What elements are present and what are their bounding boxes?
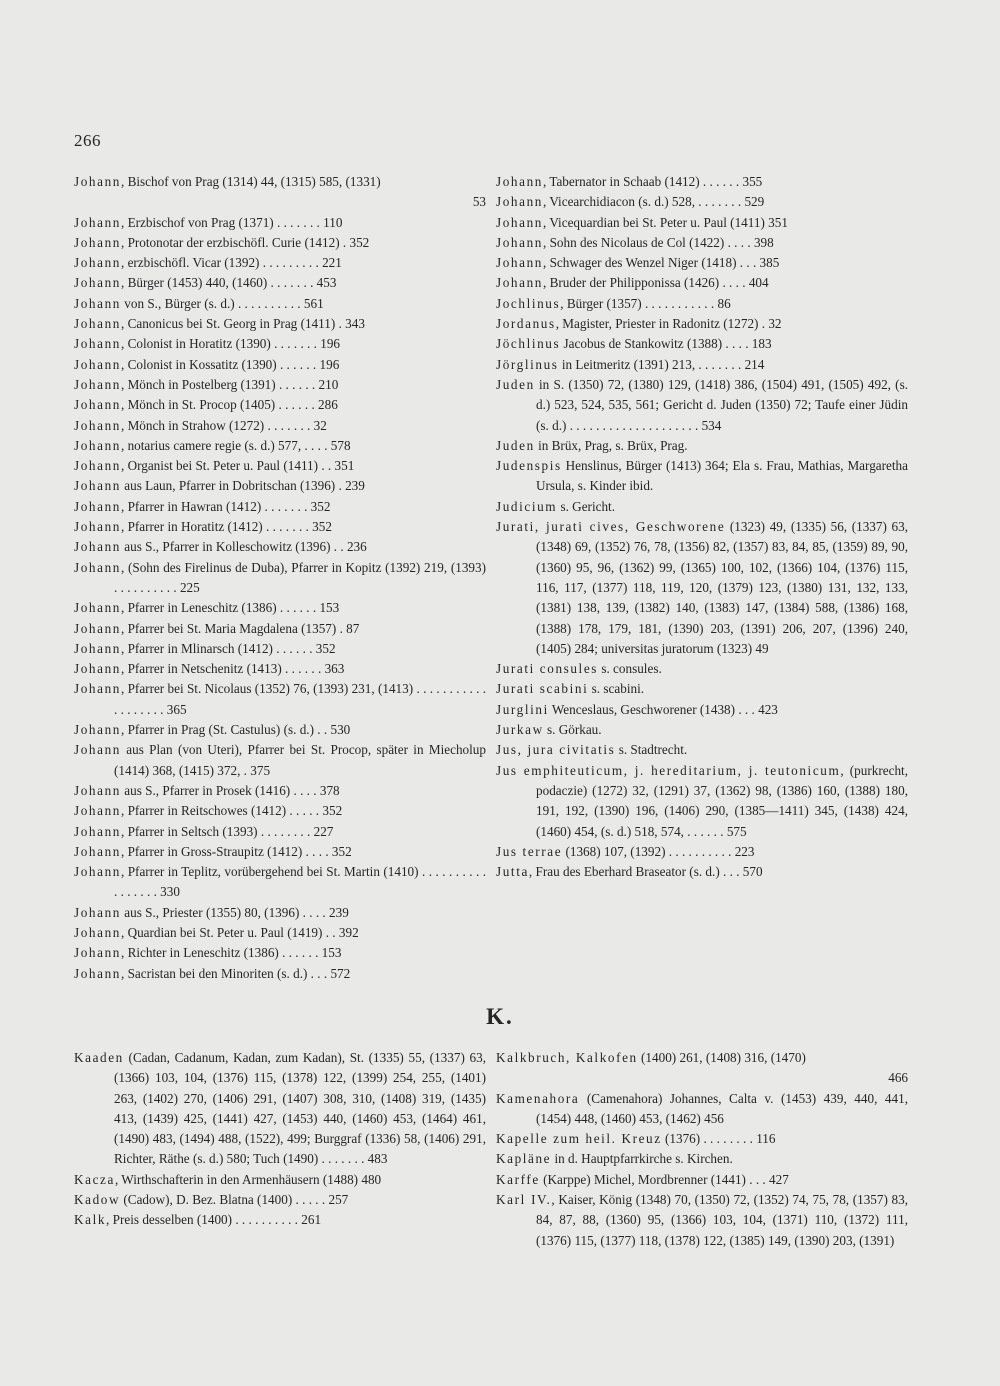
index-entry <box>496 273 908 293</box>
entry-headword: Jurati scabini <box>496 681 589 697</box>
entry-text: s. scabini. <box>588 681 645 697</box>
entry-headword: Johann <box>74 803 121 819</box>
entry-headword: Johann <box>496 275 543 291</box>
entry-headword: Kalkbruch, Kalkofen <box>496 1050 638 1065</box>
entry-headword: Kapläne <box>496 1151 552 1167</box>
entry-headword: Johann <box>496 214 543 230</box>
entry-headword: Jus emphiteuticum, j. hereditarium, j. teutonicum, <box>496 762 846 778</box>
index-entry <box>74 801 486 821</box>
entry-text: , Magister, Priester in Radonitz (1272) . 32 <box>555 316 782 332</box>
entry-text: , Wirthschafterin in den Armenhäusern (1488) 480 <box>114 1171 382 1187</box>
entry-headword: Kadow <box>74 1192 121 1208</box>
index-entry <box>496 740 908 760</box>
entry-headword: Johann <box>74 640 121 656</box>
index-left-column <box>74 172 486 984</box>
index-entry <box>496 1048 908 1089</box>
entry-headword: Jordanus <box>496 316 556 332</box>
entry-text: s. Stadtrecht. <box>615 742 688 758</box>
index-entry <box>74 375 486 395</box>
entry-headword: Jurkaw <box>496 722 544 738</box>
index-k-right-column <box>496 1048 908 1251</box>
entry-text: , Mönch in Postelberg (1391) . . . . . . 210 <box>120 376 339 392</box>
entry-headword: Juden <box>496 376 535 392</box>
index-entry <box>74 558 486 599</box>
entry-headword: Johann <box>74 782 121 798</box>
index-entry <box>496 436 908 456</box>
index-entry <box>74 720 486 740</box>
entry-headword: Johann <box>74 174 121 189</box>
entry-headword: Jörglinus <box>496 356 559 372</box>
entry-headword: Johann <box>74 295 121 311</box>
entry-text: , Mönch in St. Procop (1405) . . . . . . 286 <box>120 397 338 413</box>
index-entry <box>496 172 908 192</box>
entry-text: (Camenahora) Johannes, Calta v. (1453) 439, 440, 441, (1454) 448, (1460) 453, (1462) 456 <box>536 1090 908 1126</box>
index-entry <box>496 1089 908 1130</box>
entry-text: , Tabernator in Schaab (1412) . . . . . . 355 <box>542 174 763 189</box>
index-entry <box>74 537 486 557</box>
entry-headword: Johann <box>74 722 121 738</box>
entry-text: , erzbischöfl. Vicar (1392) . . . . . . . . . 221 <box>120 255 342 271</box>
entry-headword: Johann <box>496 234 543 250</box>
entry-headword: Johann <box>74 275 121 291</box>
entry-headword: Kacza <box>74 1171 115 1187</box>
index-entry <box>74 598 486 618</box>
entry-text: , Organist bei St. Peter u. Paul (1411) . . 351 <box>120 458 355 474</box>
entry-headword: Kaaden <box>74 1050 124 1065</box>
index-entry <box>496 497 908 517</box>
entry-headword: Kalk <box>74 1212 107 1228</box>
entry-text: (purkrecht, podaczie) (1272) 32, (1291) 37, (1362) 98, (1386) 160, (1388) 180, 191, 192, (1390) 196, (1406) 290, (1385—1411) 345, (1438) 424, (1460) 454, (s. d.) 518, 574, . . . . . . 575 <box>536 762 909 839</box>
index-entry <box>74 476 486 496</box>
entry-text: , Pfarrer bei St. Nicolaus (1352) 76, (1393) 231, (1413) . . . . . . . . . . . . . . . . . . . 365 <box>114 681 486 717</box>
entry-headword: Jurati, jurati cives, Geschworene <box>496 519 726 535</box>
entry-headword: Johann <box>74 214 121 230</box>
index-entry <box>496 1149 908 1169</box>
index-entry <box>74 679 486 720</box>
entry-text: in Brüx, Prag, s. Brüx, Prag. <box>534 437 688 453</box>
index-entry <box>74 355 486 375</box>
index-entry <box>74 822 486 842</box>
entry-text: , (Sohn des Firelinus de Duba), Pfarrer in Kopitz (1392) 219, (1393) . . . . . . . . . . 225 <box>114 559 486 595</box>
entry-headword: Karl IV. <box>496 1192 552 1208</box>
index-entry <box>74 213 486 233</box>
index-entry <box>74 395 486 415</box>
index-entry <box>496 659 908 679</box>
entry-headword: Jus, jura civitatis <box>496 742 616 758</box>
entry-headword: Jutta <box>496 864 529 880</box>
entry-headword: Karffe <box>496 1171 540 1187</box>
entry-text: in d. Hauptpfarrkirche s. Kirchen. <box>551 1151 733 1167</box>
entry-headword: Jurglini <box>496 701 549 717</box>
entry-headword: Johann <box>74 945 121 961</box>
entry-headword: Johann <box>74 823 121 839</box>
index-entry <box>496 761 908 842</box>
entry-text: , Bürger (1357) . . . . . . . . . . . 86 <box>560 295 731 311</box>
entry-text: , Pfarrer in Seltsch (1393) . . . . . . . . 227 <box>120 823 334 839</box>
entry-text: , Vicequardian bei St. Peter u. Paul (1411) 351 <box>542 214 788 230</box>
index-entry <box>496 517 908 659</box>
index-entry <box>496 253 908 273</box>
entry-headword: Judicium <box>496 498 558 514</box>
entry-headword: Kamenahora <box>496 1090 580 1106</box>
entry-headword: Johann <box>74 478 121 494</box>
index-entry <box>74 517 486 537</box>
entry-text: , Bischof von Prag (1314) 44, (1315) 585, (1331) <box>120 174 381 189</box>
entry-text: (Cadow), D. Bez. Blatna (1400) . . . . . 257 <box>120 1192 349 1208</box>
entry-text: s. Görkau. <box>543 722 602 738</box>
index-entry <box>496 1190 908 1251</box>
index-entry <box>74 862 486 903</box>
entry-headword: Kapelle zum heil. Kreuz <box>496 1131 662 1147</box>
entry-headword: Johann <box>74 924 121 940</box>
entry-text: , Preis desselben (1400) . . . . . . . . . . 261 <box>106 1212 322 1228</box>
index-entry <box>74 964 486 984</box>
index-entry <box>496 700 908 720</box>
entry-text: , Pfarrer in Leneschitz (1386) . . . . . . 153 <box>120 600 340 616</box>
entry-headword: Johann <box>74 397 121 413</box>
entry-text: , Bürger (1453) 440, (1460) . . . . . . . 453 <box>120 275 337 291</box>
index-entry <box>74 334 486 354</box>
entry-text: , Richter in Leneschitz (1386) . . . . . . 153 <box>120 945 342 961</box>
index-entry <box>496 294 908 314</box>
entry-text: (Cadan, Cadanum, Kadan, zum Kadan), St. (1335) 55, (1337) 63, (1366) 103, 104, (1376) 115, (1378) 122, (1399) 254, 255, (1401) 263, (1402) 270, (1406) 291, (1407) 308, 310, (1408) 319, (1435) 413, (1439) 425, (1441) 427, (1453) 440, (1460) 453, (1464) 461, (1490) 483, (1494) 488, (1522), 499; Burggraf (1336) 58, (1406) 291, Richter, Räthe (s. d.) 580; Tuch (1490) . . . . . . . 483 <box>114 1050 486 1167</box>
index-entry <box>74 456 486 476</box>
index-entry <box>496 862 908 882</box>
entry-text: , Pfarrer in Mlinarsch (1412) . . . . . . 352 <box>120 640 336 656</box>
index-entry <box>74 781 486 801</box>
entry-text: , Kaiser, König (1348) 70, (1350) 72, (1352) 74, 75, 78, (1357) 83, 84, 87, 88, (1360) 95, (1366) 103, 104, (1371) 110, (1372) 111, (1376) 115, (1377) 118, (1378) 122, (1385) 149, (1390) 203, (1391) <box>536 1192 908 1248</box>
entry-text: , Canonicus bei St. Georg in Prag (1411) . 343 <box>120 316 365 332</box>
entry-text: , Bruder der Philipponissa (1426) . . . . 404 <box>542 275 769 291</box>
entry-text: , Colonist in Kossatitz (1390) . . . . . . 196 <box>120 356 340 372</box>
entry-text: , Sohn des Nicolaus de Col (1422) . . . . 398 <box>542 234 774 250</box>
index-entry <box>74 172 486 213</box>
entry-text: aus S., Pfarrer in Prosek (1416) . . . . 378 <box>120 782 340 798</box>
index-entry <box>74 497 486 517</box>
entry-headword: Johann <box>496 194 543 210</box>
index-entry <box>74 1170 486 1190</box>
index-entry <box>496 1129 908 1149</box>
entry-text: , Pfarrer bei St. Maria Magdalena (1357) . 87 <box>120 620 360 636</box>
index-entry <box>74 943 486 963</box>
page-number: 266 <box>74 131 101 150</box>
entry-text: aus S., Priester (1355) 80, (1396) . . . . 239 <box>120 904 349 920</box>
index-entry <box>74 314 486 334</box>
entry-text: , Frau des Eberhard Braseator (s. d.) . . . 570 <box>528 864 763 880</box>
index-entry <box>74 659 486 679</box>
entry-text: s. consules. <box>598 661 662 677</box>
entry-text: aus S., Pfarrer in Kolleschowitz (1396) . . 236 <box>120 539 367 555</box>
entry-text: , Colonist in Horatitz (1390) . . . . . . . 196 <box>120 336 341 352</box>
index-entry <box>496 375 908 436</box>
entry-headword: Johann <box>74 437 121 453</box>
index-entry <box>74 619 486 639</box>
index-entry <box>496 456 908 497</box>
entry-text: , Pfarrer in Netschenitz (1413) . . . . . . 363 <box>120 661 345 677</box>
entry-text: (1323) 49, (1335) 56, (1337) 63, (1348) 69, (1352) 76, 78, (1356) 82, (1357) 83, 84, 85, (1359) 89, 90, (1360) 95, 96, (1362) 99, (1365) 100, 102, (1366) 104, (1376) 115, 116, 117, (1377) 118, 119, 120, (1379) 123, (1380) 131, 132, 133, (1381) 138, 139, (1382) 140, (1383) 147, (1384) 588, (1386) 168, (1388) 178, 179, 181, (1390) 203, (1391) 206, 207, (1396) 240, (1405) 284; universitas juratorum (1323) 49 <box>536 519 908 656</box>
entry-headword: Johann <box>74 742 121 758</box>
entry-page-ref: 466 <box>888 1070 908 1086</box>
index-entry <box>74 842 486 862</box>
index-entry <box>74 639 486 659</box>
index-entry <box>74 1048 486 1170</box>
entry-text: (1376) . . . . . . . . 116 <box>661 1131 776 1147</box>
entry-headword: Johann <box>74 255 121 271</box>
index-k-left-column <box>74 1048 486 1231</box>
entry-text: , Protonotar der erzbischöfl. Curie (1412) . 352 <box>120 234 370 250</box>
entry-headword: Johann <box>74 600 121 616</box>
entry-headword: Jöchlinus <box>496 336 561 352</box>
index-entry <box>74 740 486 781</box>
entry-headword: Johann <box>74 843 121 859</box>
index-entry <box>496 213 908 233</box>
entry-headword: Johann <box>74 458 121 474</box>
entry-text: , Sacristan bei den Minoriten (s. d.) . . . 572 <box>120 965 351 981</box>
entry-headword: Johann <box>74 661 121 677</box>
entry-text: von S., Bürger (s. d.) . . . . . . . . . . 561 <box>120 295 324 311</box>
entry-text: s. Gericht. <box>557 498 616 514</box>
entry-text: (Karppe) Michel, Mordbrenner (1441) . . . 427 <box>539 1171 789 1187</box>
index-entry <box>496 192 908 212</box>
index-entry <box>74 416 486 436</box>
entry-text: Jacobus de Stankowitz (1388) . . . . 183 <box>560 336 772 352</box>
entry-text: (1368) 107, (1392) . . . . . . . . . . 223 <box>562 843 755 859</box>
entry-text: , Erzbischof von Prag (1371) . . . . . . . 110 <box>120 214 343 230</box>
entry-headword: Johann <box>74 234 121 250</box>
entry-text: , Pfarrer in Gross-Straupitz (1412) . . . . 352 <box>120 843 352 859</box>
entry-headword: Jurati consules <box>496 661 599 677</box>
entry-text: Wenceslaus, Geschworener (1438) . . . 423 <box>548 701 778 717</box>
entry-text: aus Laun, Pfarrer in Dobritschan (1396) . 239 <box>120 478 365 494</box>
entry-text: , Pfarrer in Prag (St. Castulus) (s. d.) . . 530 <box>120 722 351 738</box>
section-heading-k: K. <box>486 1004 514 1029</box>
entry-text: , notarius camere regie (s. d.) 577, . . . . 578 <box>120 437 351 453</box>
index-entry <box>496 233 908 253</box>
entry-text: , Quardian bei St. Peter u. Paul (1419) . . 392 <box>120 924 359 940</box>
entry-text: , Pfarrer in Reitschowes (1412) . . . . . 352 <box>120 803 343 819</box>
index-entry <box>496 1170 908 1190</box>
entry-headword: Judenspis <box>496 458 562 474</box>
entry-headword: Johann <box>74 316 121 332</box>
entry-headword: Johann <box>74 539 121 555</box>
index-entry <box>74 436 486 456</box>
entry-text: , Pfarrer in Teplitz, vorübergehend bei St. Martin (1410) . . . . . . . . . . . . . . . . . 330 <box>114 864 486 900</box>
index-entry <box>74 273 486 293</box>
index-entry <box>74 1190 486 1210</box>
index-entry <box>74 1210 486 1230</box>
entry-headword: Johann <box>74 417 121 433</box>
index-entry <box>496 842 908 862</box>
entry-headword: Jus terrae <box>496 843 563 859</box>
entry-headword: Johann <box>74 376 121 392</box>
entry-headword: Johann <box>74 864 121 880</box>
entry-headword: Johann <box>74 904 121 920</box>
entry-headword: Johann <box>74 559 121 575</box>
index-entry <box>496 334 908 354</box>
entry-text: , Schwager des Wenzel Niger (1418) . . . 385 <box>542 255 780 271</box>
entry-headword: Johann <box>74 519 121 535</box>
entry-text: in Leitmeritz (1391) 213, . . . . . . . 214 <box>558 356 765 372</box>
entry-text: Henslinus, Bürger (1413) 364; Ela s. Frau, Mathias, Margaretha Ursula, s. Kinder ibid. <box>536 458 908 494</box>
index-entry <box>74 923 486 943</box>
entry-headword: Johann <box>74 498 121 514</box>
index-entry <box>74 253 486 273</box>
entry-headword: Johann <box>74 620 121 636</box>
entry-text: aus Plan (von Uteri), Pfarrer bei St. Procop, später in Miecholup (1414) 368, (1415) 372, . 375 <box>114 742 486 778</box>
entry-headword: Juden <box>496 437 535 453</box>
entry-headword: Johann <box>74 965 121 981</box>
index-entry <box>496 314 908 334</box>
entry-text: , Pfarrer in Hawran (1412) . . . . . . . 352 <box>120 498 331 514</box>
entry-text: , Pfarrer in Horatitz (1412) . . . . . . . 352 <box>120 519 332 535</box>
entry-headword: Johann <box>74 681 121 697</box>
index-entry <box>496 679 908 699</box>
entry-text: , Vicearchidiacon (s. d.) 528, . . . . . . . 529 <box>542 194 765 210</box>
entry-page-ref: 53 <box>472 194 486 210</box>
entry-text: in S. (1350) 72, (1380) 129, (1418) 386, (1504) 491, (1505) 492, (s. d.) 523, 524, 535, 561; Gericht d. Juden (1350) 72; Taufe einer Jüdin (s. d.) . . . . . . . . . . . . . . . . . . . . 534 <box>534 376 908 433</box>
index-entry <box>496 355 908 375</box>
entry-text: , Mönch in Strahow (1272) . . . . . . . 32 <box>120 417 327 433</box>
index-entry <box>74 903 486 923</box>
entry-headword: Johann <box>74 356 121 372</box>
entry-headword: Johann <box>74 336 121 352</box>
index-entry <box>496 720 908 740</box>
entry-headword: Johann <box>496 255 543 271</box>
entry-headword: Johann <box>496 174 543 189</box>
entry-headword: Jochlinus <box>496 295 561 311</box>
index-entry <box>74 233 486 253</box>
index-right-column <box>496 172 908 882</box>
index-entry <box>74 294 486 314</box>
entry-text: (1400) 261, (1408) 316, (1470) <box>637 1050 806 1065</box>
